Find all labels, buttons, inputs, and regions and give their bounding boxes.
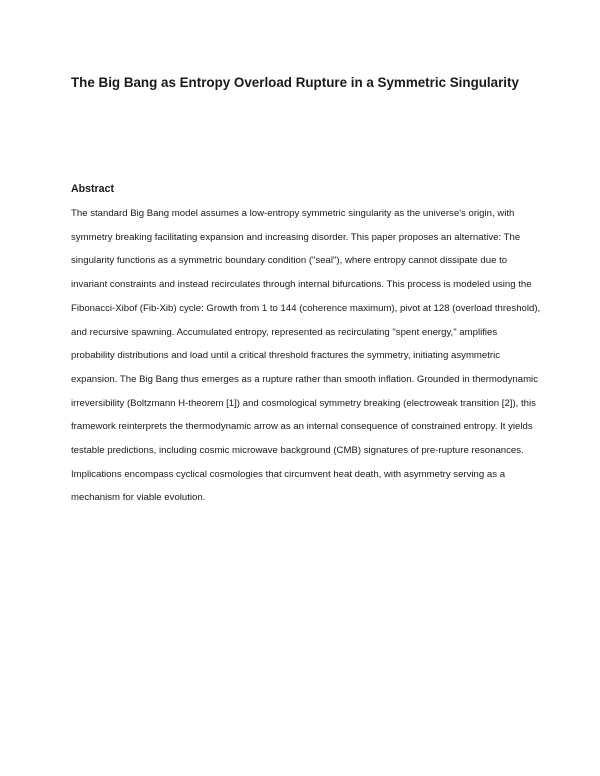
abstract-body: The standard Big Bang model assumes a low-entropy symmetric singularity as the universe's origin, with symmetry breaking facilitating expansion and increasing disorder. This paper proposes an alternative: The singularity functions as a symmetric boundary condition ("seal"), where entropy cannot dissipate due to invariant constraints and instead recirculates through internal bifurcations. This process is modeled using the Fibonacci-Xibof (Fib-Xib) cycle: Growth from 1 to 144 (coherence maximum), pivot at 128 (overload threshold), and recursive spawning. Accumulated entropy, represented as recirculating "spent energy," amplifies probability distributions and load until a critical threshold fractures the symmetry, initiating asymmetric expansion. The Big Bang thus emerges as a rupture rather than smooth inflation. Grounded in thermodynamic irreversibility (Boltzmann H-theorem [1]) and cosmological symmetry breaking (electroweak transition [2]), this framework reinterprets the thermodynamic arrow as an internal consequence of constrained entropy. It yields testable predictions, including cosmic microwave background (CMB) signatures of pre-rupture resonances. Implications encompass cyclical cosmologies that circumvent heat death, with asymmetry serving as a mechanism for viable evolution. bbox=[71, 208, 541, 504]
paper-title: The Big Bang as Entropy Overload Rupture in a Symmetric Singularity bbox=[71, 75, 519, 90]
abstract-heading: Abstract bbox=[71, 183, 114, 195]
abstract-section bbox=[71, 181, 541, 510]
